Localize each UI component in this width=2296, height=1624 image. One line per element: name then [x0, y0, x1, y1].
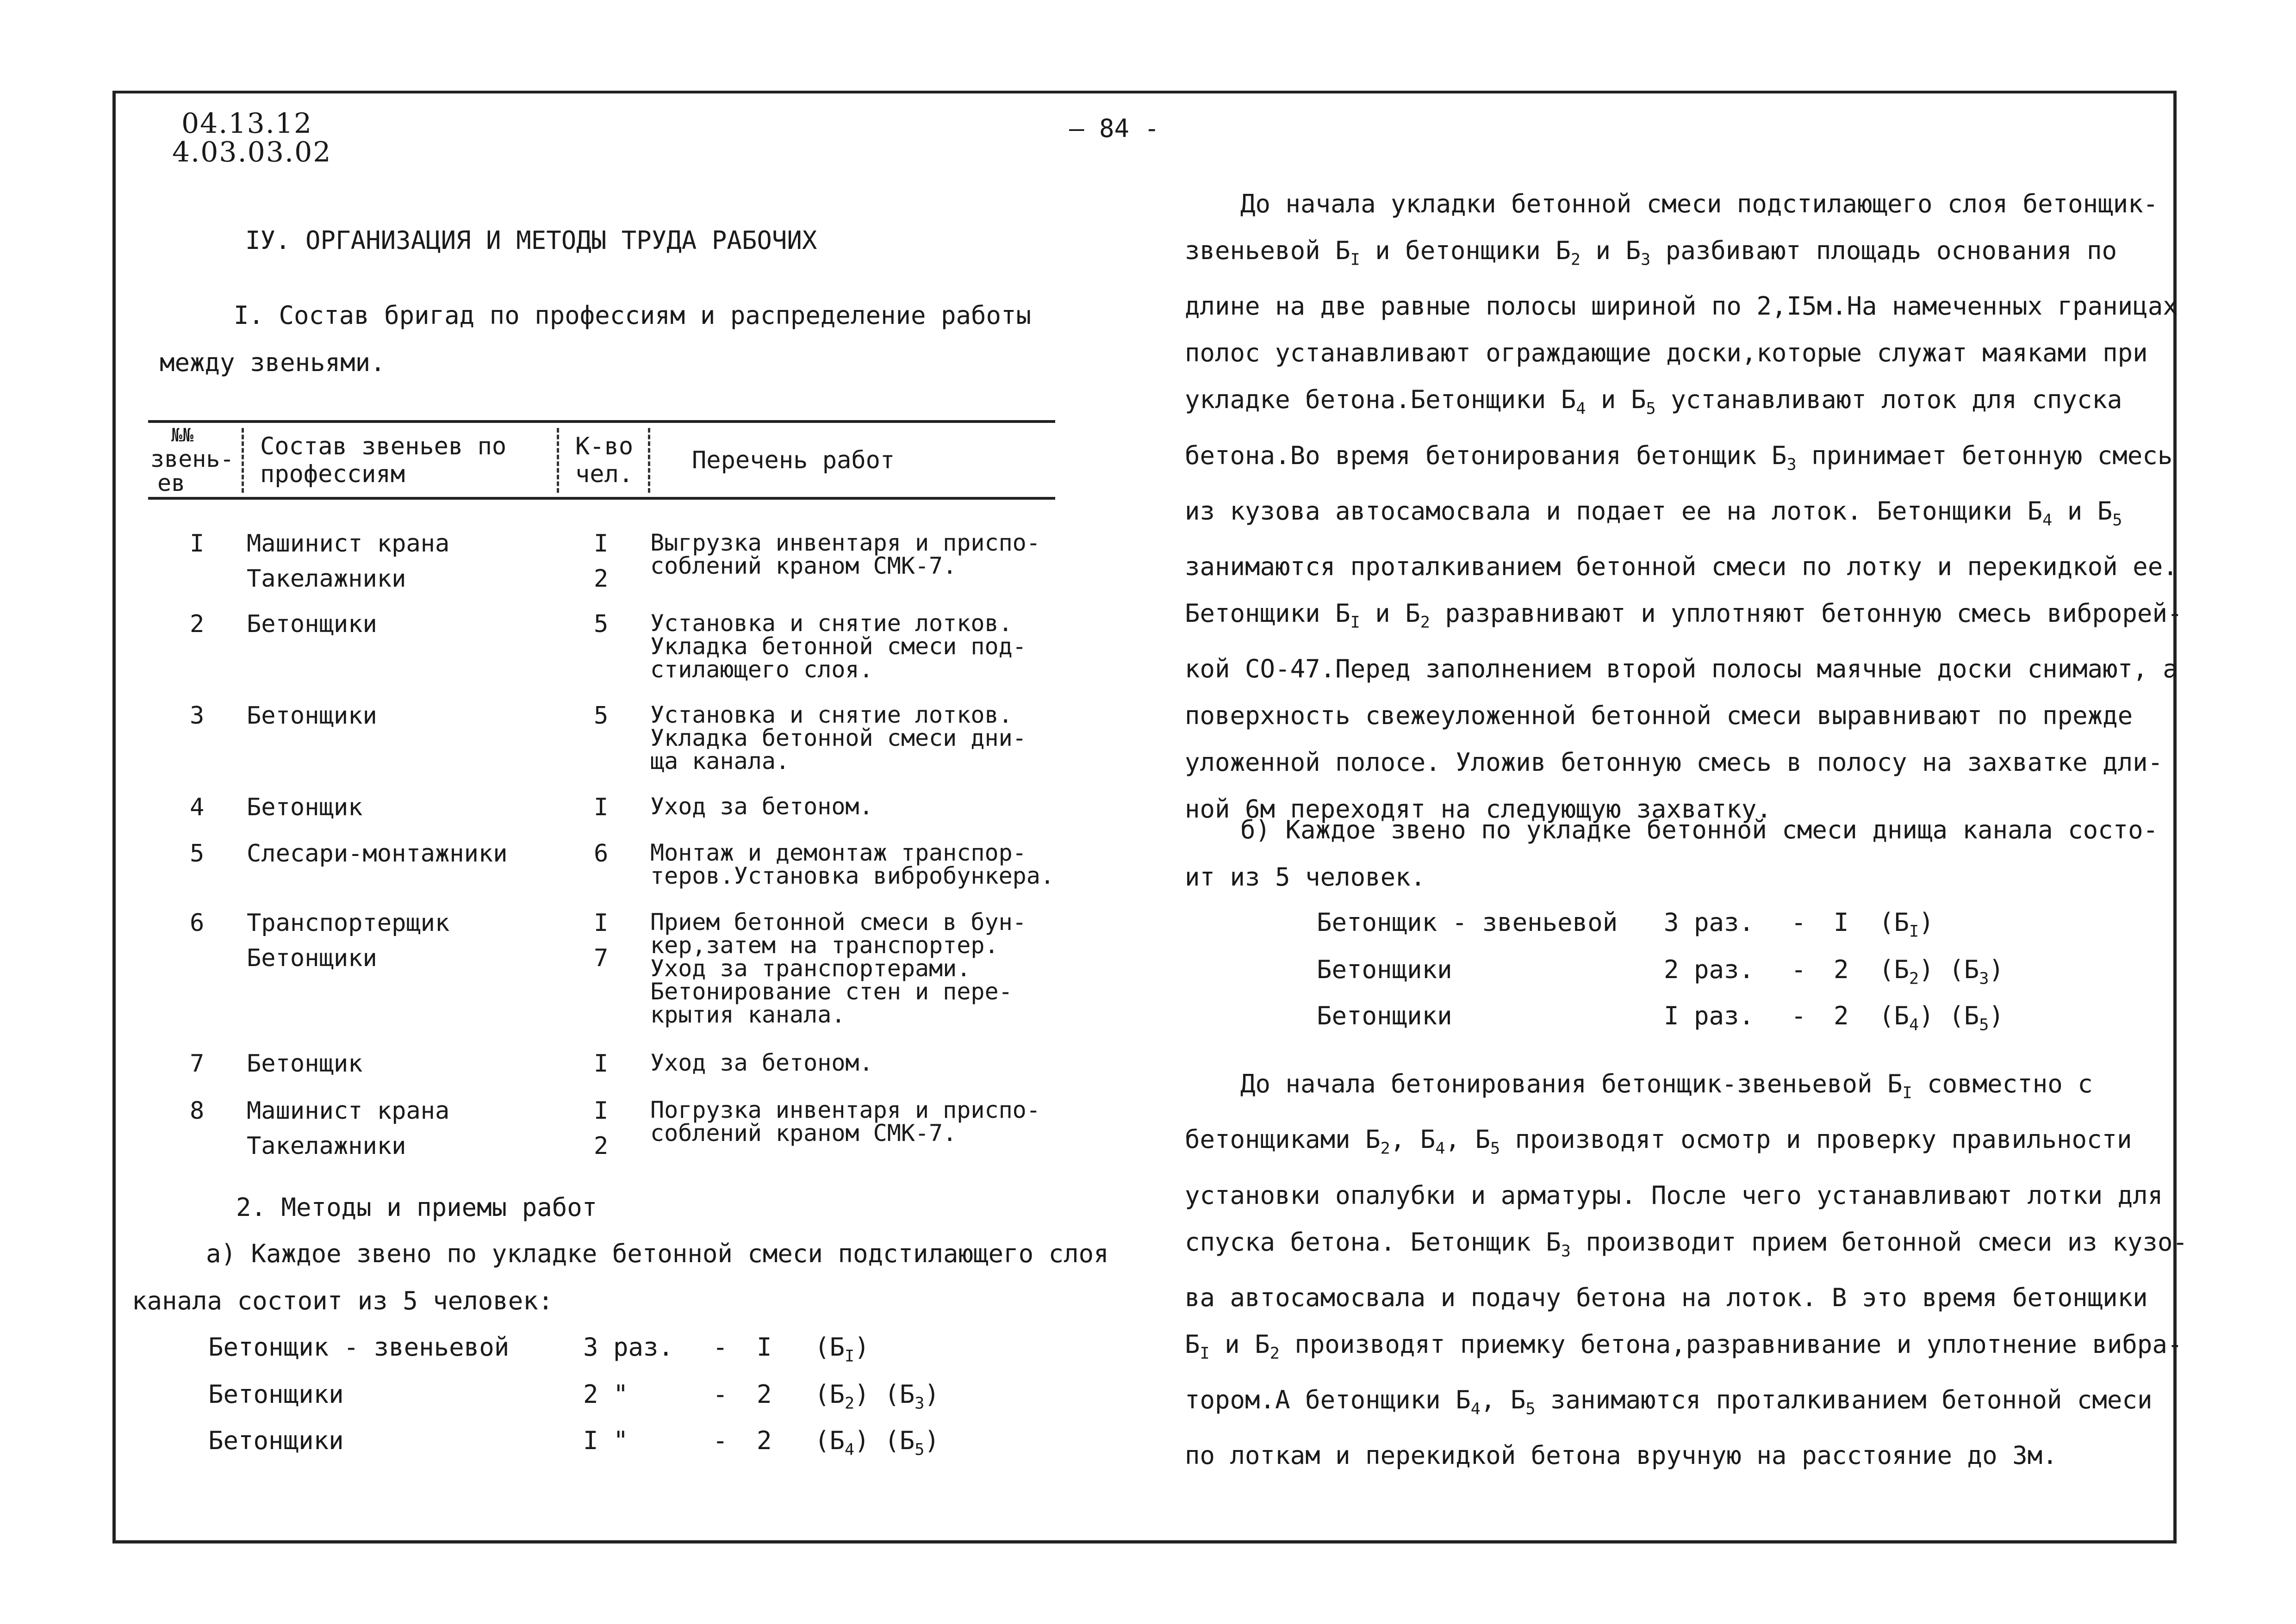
crew-grade: 2 " — [583, 1380, 628, 1409]
paragraph-line: Бетонщики $Б_I$ и $Б_2$ разравнивают и уплотняют бетонную смесь виброрей- — [1185, 599, 2183, 632]
section-title: IУ. ОРГАНИЗАЦИЯ И МЕТОДЫ ТРУДА РАБОЧИХ — [245, 226, 817, 255]
col-divider — [242, 428, 244, 493]
crew-ids: $(Б_4)$ $(Б_5)$ — [815, 1426, 940, 1459]
crew-count: 2 — [757, 1426, 772, 1455]
row-num: 5 — [190, 840, 205, 868]
paragraph-line: длине на две равные полосы шириной по 2,I5м.На намеченных границах — [1185, 291, 2178, 321]
paragraph-line: полос устанавливают ограждающие доски,которые служат маяками при — [1185, 338, 2148, 368]
row-qty: I — [594, 909, 609, 937]
crew-dash: - — [713, 1380, 728, 1409]
methods-title: 2. Методы и приемы работ — [236, 1193, 597, 1222]
row-role: Слесари-монтажники — [247, 840, 508, 868]
row-num: 6 — [190, 909, 205, 937]
crew-dash: - — [713, 1426, 728, 1455]
subsection-title: I. Состав бригад по профессиям и распределение работы — [234, 301, 1032, 330]
paragraph-line: установки опалубки и арматуры. После чего устанавливают лотки для — [1185, 1180, 2163, 1210]
row-qty: I — [594, 793, 609, 821]
row-role: Такелажники — [247, 1132, 406, 1160]
row-role: Бетонщики — [247, 702, 377, 730]
paragraph-line: укладке бетона.Бетонщики $Б_4$ и $Б_5$ устанавливают лоток для спуска — [1185, 385, 2122, 418]
crew-grade: I " — [583, 1426, 628, 1455]
crew-role: Бетонщик - звеньевой — [208, 1333, 510, 1362]
table-header-rule — [148, 497, 1055, 500]
row-works: Погрузка инвентаря и приспо- соблений краном СМК-7. — [650, 1097, 1040, 1147]
row-qty: 5 — [594, 610, 609, 638]
doc-code-1: 04.13.12 — [181, 107, 313, 140]
header-qty-l1: К-во — [575, 433, 634, 460]
row-qty: 6 — [594, 840, 609, 868]
paragraph-line: поверхность свежеуложенной бетонной смеси выравнивают по прежде — [1185, 701, 2133, 731]
row-role: Машинист крана — [247, 530, 450, 558]
crew-count: 2 — [1834, 1001, 1849, 1030]
crew-dash: - — [1791, 955, 1806, 984]
row-num: 3 — [190, 702, 205, 730]
row-qty: I — [594, 1097, 609, 1125]
header-num-l3: ев — [157, 470, 186, 496]
row-role: Машинист крана — [247, 1097, 450, 1125]
methods-b-line2: ит из 5 человек. — [1185, 862, 1426, 892]
crew-ids: $(Б_2)$ $(Б_3)$ — [1879, 955, 2004, 988]
row-role: Бетонщики — [247, 944, 377, 972]
paragraph-line: тором.А бетонщики $Б_4$, $Б_5$ занимаются проталкиванием бетонной смеси — [1185, 1385, 2153, 1419]
header-composition-l2: профессиям — [260, 460, 405, 488]
crew-dash: - — [1791, 908, 1806, 937]
crew-grade: 2 раз. — [1664, 955, 1755, 984]
doc-code-2: 4.03.03.02 — [172, 136, 332, 168]
table-top-rule — [148, 420, 1055, 423]
crew-count: 2 — [757, 1380, 772, 1409]
page-number: — 84 - — [1069, 114, 1160, 143]
paragraph-line: по лоткам и перекидкой бетона вручную на расстояние до 3м. — [1185, 1441, 2058, 1470]
row-num: I — [190, 530, 205, 558]
header-works: Перечень работ — [692, 446, 895, 474]
paragraph-line: ной 6м переходят на следующую захватку. — [1185, 794, 1772, 824]
row-works: Прием бетонной смеси в бун- кер,затем на транспортер. Уход за транспортерами. Бетонирование стен и пере- крытия канала. — [650, 909, 1027, 1028]
row-role: Бетонщик — [247, 793, 363, 821]
row-role: Такелажники — [247, 565, 406, 593]
row-works: Монтаж и демонтаж транспор- теров.Установка вибробункера. — [650, 839, 1054, 889]
crew-count: 2 — [1834, 955, 1849, 984]
paragraph-1 — [1185, 180, 2182, 832]
row-works: Уход за бетоном. — [650, 793, 873, 820]
row-num: 7 — [190, 1050, 205, 1078]
crew-ids: $(Б_I)$ — [815, 1333, 870, 1366]
crew-grade: 3 раз. — [583, 1333, 674, 1362]
crew-count: I — [1834, 908, 1849, 937]
paragraph-line: спуска бетона. Бетонщик $Б_3$ производит прием бетонной смеси из кузо- — [1185, 1227, 2188, 1260]
row-role: Бетонщики — [247, 610, 377, 638]
paragraph-line: из кузова автосамосвала и подает ее на лоток. Бетонщики $Б_4$ и $Б_5$ — [1185, 496, 2122, 530]
header-num-l1: №№ — [171, 425, 194, 446]
row-num: 8 — [190, 1097, 205, 1125]
paragraph-2 — [1185, 1060, 2188, 1479]
crew-role: Бетонщики — [208, 1380, 344, 1409]
row-works: Установка и снятие лотков. Укладка бетонной смеси дни- ща канала. — [650, 701, 1027, 775]
paragraph-line: ва автосамосвала и подачу бетона на лоток. В это время бетонщики — [1185, 1283, 2148, 1312]
header-composition-l1: Состав звеньев по — [260, 433, 507, 460]
header-num-l2: звень- — [150, 446, 234, 472]
row-qty: 2 — [594, 1132, 609, 1160]
paragraph-line: уложенной полосе. Уложив бетонную смесь в полосу на захватке дли- — [1185, 748, 2163, 777]
paragraph-line: занимаются проталкиванием бетонной смеси по лотку и перекидкой ее. — [1185, 552, 2178, 582]
methods-b-line1: б) Каждое звено по укладке бетонной смеси днища канала состо- — [1240, 815, 2159, 844]
row-qty: 7 — [594, 944, 609, 972]
crew-grade: 3 раз. — [1664, 908, 1755, 937]
paragraph-line: звеньевой $Б_I$ и бетонщики $Б_2$ и $Б_3$ разбивают площадь основания по — [1185, 236, 2117, 269]
crew-role: Бетонщики — [1317, 955, 1452, 984]
crew-grade: I раз. — [1664, 1001, 1755, 1030]
crew-dash: - — [713, 1333, 728, 1362]
crew-count: I — [757, 1333, 772, 1362]
paragraph-line: бетона.Во время бетонирования бетонщик $Б_3$ принимает бетонную смесь — [1185, 440, 2173, 474]
row-role: Транспортерщик — [247, 909, 450, 937]
paragraph-line: кой СО-47.Перед заполнением второй полосы маячные доски снимают, а — [1185, 654, 2178, 684]
paragraph-line: До начала бетонирования бетонщик-звеньевой $Б_I$ совместно с — [1240, 1069, 2093, 1103]
col-divider — [557, 428, 559, 493]
paragraph-line: $Б_I$ и $Б_2$ производят приемку бетона,разравнивание и уплотнение вибра- — [1185, 1329, 2183, 1363]
row-qty: 2 — [594, 565, 609, 593]
paragraph-line: бетонщиками $Б_2$, $Б_4$, $Б_5$ производят осмотр и проверку правильности — [1185, 1125, 2132, 1158]
row-qty: I — [594, 530, 609, 558]
methods-a-line2: канала состоит из 5 человек: — [132, 1286, 554, 1315]
col-divider — [648, 428, 650, 493]
row-qty: I — [594, 1050, 609, 1078]
row-num: 2 — [190, 610, 205, 638]
row-works: Установка и снятие лотков. Укладка бетонной смеси под- стилающего слоя. — [650, 610, 1027, 683]
row-qty: 5 — [594, 702, 609, 730]
row-works: Уход за бетоном. — [650, 1049, 873, 1076]
crew-role: Бетонщики — [208, 1426, 344, 1455]
header-qty-l2: чел. — [575, 460, 634, 488]
methods-a-line1: а) Каждое звено по укладке бетонной смеси подстилающего слоя — [206, 1239, 1109, 1268]
subsection-title-cont: между звеньями. — [160, 348, 386, 377]
crew-dash: - — [1791, 1001, 1806, 1030]
row-works: Выгрузка инвентаря и приспо- соблений краном СМК-7. — [650, 529, 1040, 579]
row-role: Бетонщик — [247, 1050, 363, 1078]
crew-ids: $(Б_4)$ $(Б_5)$ — [1879, 1001, 2004, 1035]
paragraph-line: До начала укладки бетонной смеси подстилающего слоя бетонщик- — [1240, 189, 2159, 218]
crew-ids: $(Б_2)$ $(Б_3)$ — [815, 1380, 940, 1413]
crew-ids: $(Б_I)$ — [1879, 908, 1934, 941]
crew-role: Бетонщик - звеньевой — [1317, 908, 1618, 937]
row-num: 4 — [190, 793, 205, 821]
crew-role: Бетонщики — [1317, 1001, 1452, 1030]
